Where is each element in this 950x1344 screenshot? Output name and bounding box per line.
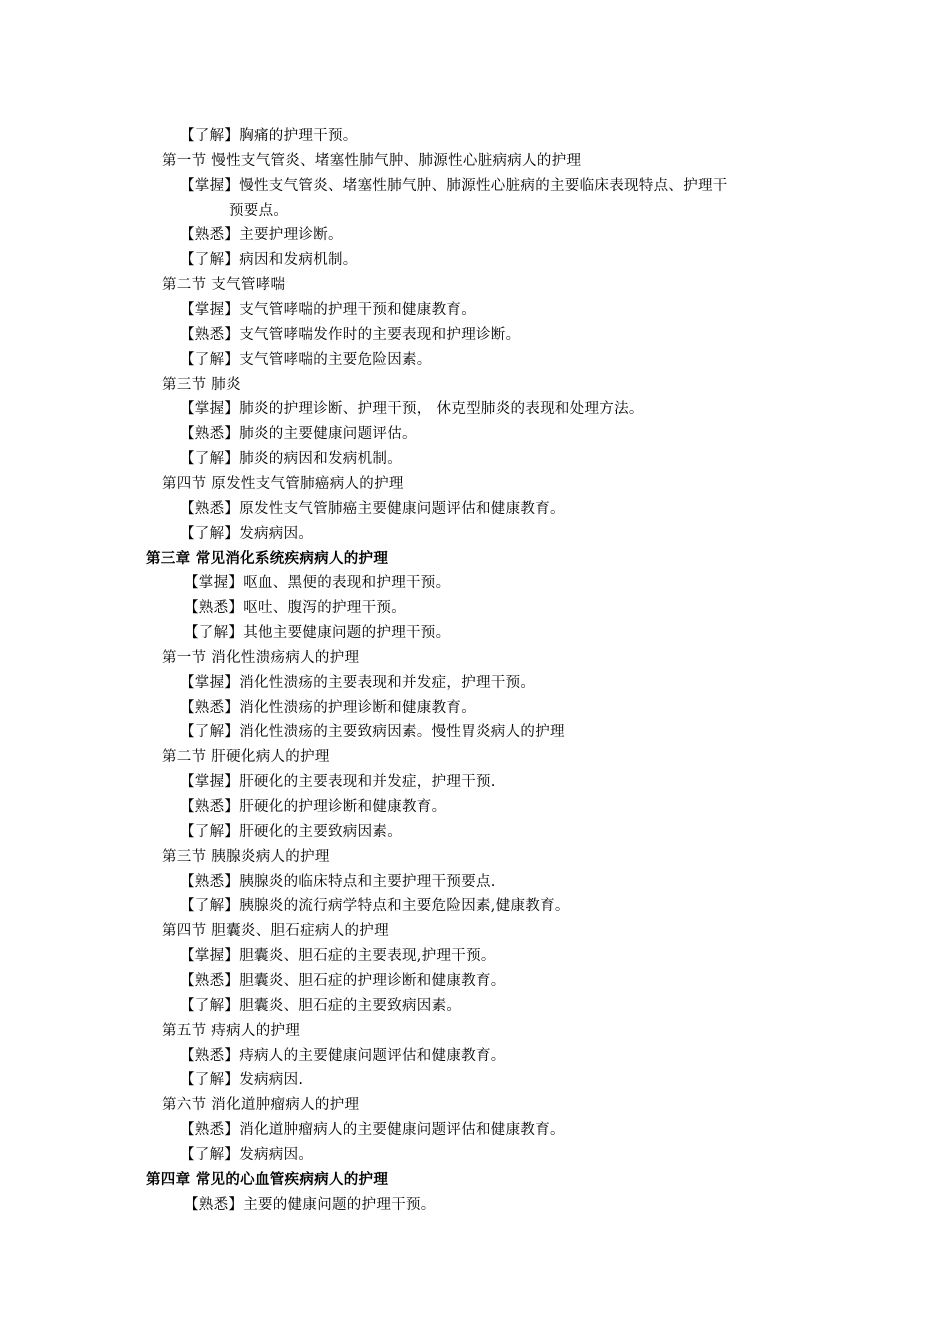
outline-item: 【了解】其他主要健康问题的护理干预。 [184, 625, 451, 641]
outline-item: 【了解】病因和发病机制。 [180, 252, 358, 269]
outline-item: 【熟悉】原发性支气管肺癌主要健康问题评估和健康教育。 [180, 500, 565, 517]
section-heading: 第三节 胰腺炎病人的护理 [162, 848, 330, 865]
section-heading: 第五节 痔病人的护理 [162, 1022, 301, 1039]
outline-item: 【了解】支气管哮喘的主要危险因素。 [180, 351, 432, 368]
chapter-heading: 第三章 常见消化系统疾病病人的护理 [146, 550, 389, 567]
section-heading: 第三节 肺炎 [162, 376, 241, 393]
outline-item: 【熟悉】肝硬化的护理诊断和健康教育。 [180, 799, 447, 815]
section-heading: 第六节 消化道肿瘤病人的护理 [162, 1097, 360, 1114]
outline-item: 【熟悉】胰腺炎的临床特点和主要护理干预要点. [180, 873, 496, 890]
outline-item: 【了解】肺炎的病因和发病机制。 [180, 451, 402, 468]
outline-item: 【掌握】肝硬化的主要表现和并发症，护理干预. [180, 774, 496, 791]
outline-item: 【了解】发病病因。 [180, 525, 314, 542]
section-heading: 第二节 肝硬化病人的护理 [162, 749, 330, 766]
section-heading: 第四节 胆囊炎、胆石症病人的护理 [162, 923, 389, 940]
section-heading: 第一节 消化性溃疡病人的护理 [162, 649, 360, 666]
outline-item: 【熟悉】痔病人的主要健康问题评估和健康教育。 [180, 1047, 506, 1064]
section-heading: 第一节 慢性支气管炎、堵塞性肺气肿、肺源性心脏病病人的护理 [162, 152, 582, 169]
outline-item: 【掌握】支气管哮喘的护理干预和健康教育。 [180, 302, 476, 318]
outline-item: 【了解】胆囊炎、胆石症的主要致病因素。 [180, 997, 462, 1014]
outline-item: 【熟悉】胆囊炎、胆石症的护理诊断和健康教育。 [180, 972, 506, 989]
outline-item: 【掌握】呕血、黑便的表现和护理干预。 [184, 575, 451, 592]
outline-item: 【掌握】肺炎的护理诊断、护理干预， 休克型肺炎的表现和处理方法。 [180, 401, 644, 418]
outline-item: 【掌握】胆囊炎、胆石症的主要表现,护理干预。 [180, 948, 496, 965]
outline-item: 【熟悉】支气管哮喘发作时的主要表现和护理诊断。 [180, 326, 521, 343]
outline-item: 【熟悉】肺炎的主要健康问题评估。 [180, 426, 417, 443]
outline-item: 【熟悉】消化道肿瘤病人的主要健康问题评估和健康教育。 [180, 1122, 565, 1138]
outline-item: 【了解】发病病因. [180, 1072, 304, 1089]
outline-item: 【熟悉】呕吐、腹泻的护理干预。 [184, 600, 406, 617]
outline-item: 【了解】发病病因。 [180, 1146, 314, 1163]
outline-item: 【熟悉】消化性溃疡的护理诊断和健康教育。 [180, 699, 476, 716]
section-heading: 第二节 支气管哮喘 [162, 277, 286, 294]
chapter-heading: 第四章 常见的心血管疾病病人的护理 [146, 1171, 389, 1188]
outline-item: 【熟悉】主要护理诊断。 [180, 227, 343, 244]
outline-item: 【了解】肝硬化的主要致病因素。 [180, 823, 402, 840]
outline-item: 预要点。 [229, 202, 289, 219]
outline-item: 【掌握】消化性溃疡的主要表现和并发症，护理干预。 [180, 674, 536, 691]
outline-item: 【熟悉】主要的健康问题的护理干预。 [184, 1196, 436, 1213]
outline-item: 【了解】胸痛的护理干预。 [180, 128, 358, 144]
outline-item: 【了解】消化性溃疡的主要致病因素。慢性胃炎病人的护理 [180, 724, 565, 741]
outline-item: 【掌握】慢性支气管炎、堵塞性肺气肿、肺源性心脏病的主要临床表现特点、护理干 [180, 177, 728, 194]
section-heading: 第四节 原发性支气管肺癌病人的护理 [162, 475, 404, 492]
outline-item: 【了解】胰腺炎的流行病学特点和主要危险因素,健康教育。 [180, 898, 570, 915]
